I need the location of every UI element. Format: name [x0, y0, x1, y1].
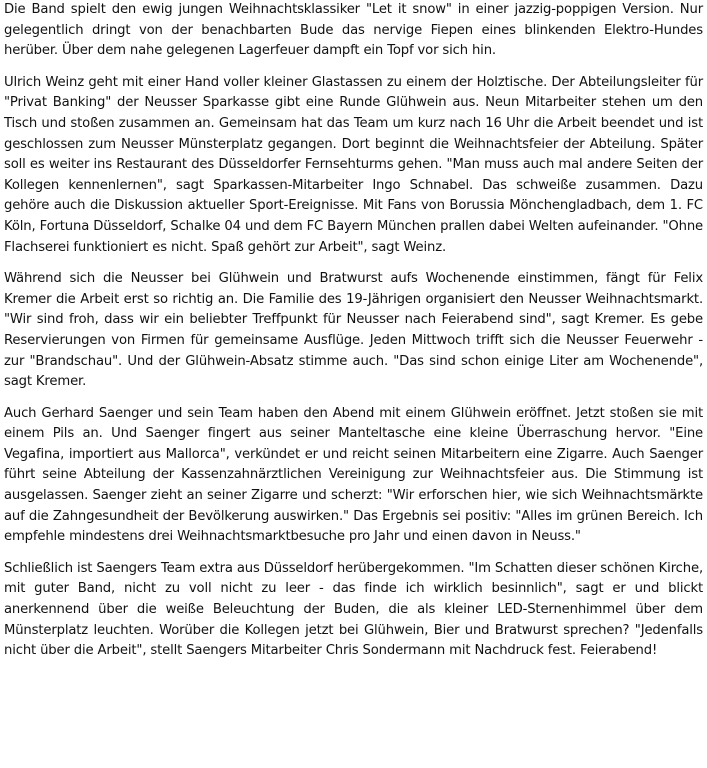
- paragraph-weinz: Ulrich Weinz geht mit einer Hand voller kleiner Glastassen zu einem der Holztische. Der Abteilungsleiter für "Privat Banking" der Neusser Sparkasse gibt eine Runde Glühwein aus. Neun Mitarbeiter stehen um den Tisch und stoßen zusammen an. Gemeinsam hat das Team um kurz nach 16 Uhr die Arbeit beendet und ist geschlossen zum Neusser Münsterplatz gegangen. Dort beginnt die Weihnachtsfeier der Abteilung. Später soll es weiter ins Restaurant des Düsseldorfer Fernsehturms gehen. "Man muss auch mal andere Seiten der Kollegen kennenlernen", sagt Sparkassen-Mitarbeiter Ingo Schnabel. Das schweiße zusammen. Dazu gehöre auch die Diskussion aktueller Sport-Ereignisse. Mit Fans von Borussia Mönchengladbach, dem 1. FC Köln, Fortuna Düsseldorf, Schalke 04 und dem FC Bayern München prallen dabei Welten aufeinander. "Ohne Flachserei funktioniert es nicht. Spaß gehört zur Arbeit", sagt Weinz.: [4, 74, 703, 255]
- paragraph-band: Die Band spielt den ewig jungen Weihnachtsklassiker "Let it snow" in einer jazzig-poppigen Version. Nur gelegentlich dringt von der benachbarten Bude das nervige Fiepen eines blinkenden Elektro-Hundes herüber. Über dem nahe gelegenen Lagerfeuer dampft ein Topf vor sich hin.: [4, 2, 703, 59]
- article-body: [4, 0, 703, 673]
- paragraph-saenger: Auch Gerhard Saenger und sein Team haben den Abend mit einem Glühwein eröffnet. Jetzt stoßen sie mit einem Pils an. Und Saenger fingert aus seiner Manteltasche eine kleine Überraschung hervor. "Eine Vegafina, importiert aus Mallorca", verkündet er und reicht seinen Mitarbeitern eine Zigarre. Auch Saenger führt seine Abteilung der Kassenzahnärztlichen Vereinigung zur Weihnachtsfeier aus. Die Stimmung ist ausgelassen. Saenger zieht an seiner Zigarre und scherzt: "Wir erforschen hier, wie sich Weihnachtsmärkte auf die Zahngesundheit der Bevölkerung auswirken." Das Ergebnis sei positiv: "Alles im grünen Bereich. Ich empfehle mindestens drei Weihnachtsmarktbesuche pro Jahr und einen davon in Neuss.": [4, 405, 703, 545]
- paragraph-kremer: Während sich die Neusser bei Glühwein und Bratwurst aufs Wochenende einstimmen, fängt für Felix Kremer die Arbeit erst so richtig an. Die Familie des 19-Jährigen organisiert den Neusser Weihnachtsmarkt. "Wir sind froh, dass wir ein beliebter Treffpunkt für Neusser nach Feierabend sind", sagt Kremer. Es gebe Reservierungen von Firmen für gemeinsame Ausflüge. Jeden Mittwoch trifft sich die Neusser Feuerwehr - zur "Brandschau". Und der Glühwein-Absatz stimme auch. "Das sind schon einige Liter am Wochenende", sagt Kremer.: [4, 271, 703, 390]
- paragraph-feierabend: Schließlich ist Saengers Team extra aus Düsseldorf herübergekommen. "Im Schatten dieser schönen Kirche, mit guter Band, nicht zu voll nicht zu leer - das finde ich wirklich besinnlich", sagt er und blickt anerkennend über die weiße Beleuchtung der Buden, die als kleiner LED-Sternenhimmel über dem Münsterplatz leuchten. Worüber die Kollegen jetzt bei Glühwein, Bier und Bratwurst sprechen? "Jedenfalls nicht über die Arbeit", stellt Saengers Mitarbeiter Chris Sondermann mit Nachdruck fest. Feierabend!: [4, 560, 703, 659]
